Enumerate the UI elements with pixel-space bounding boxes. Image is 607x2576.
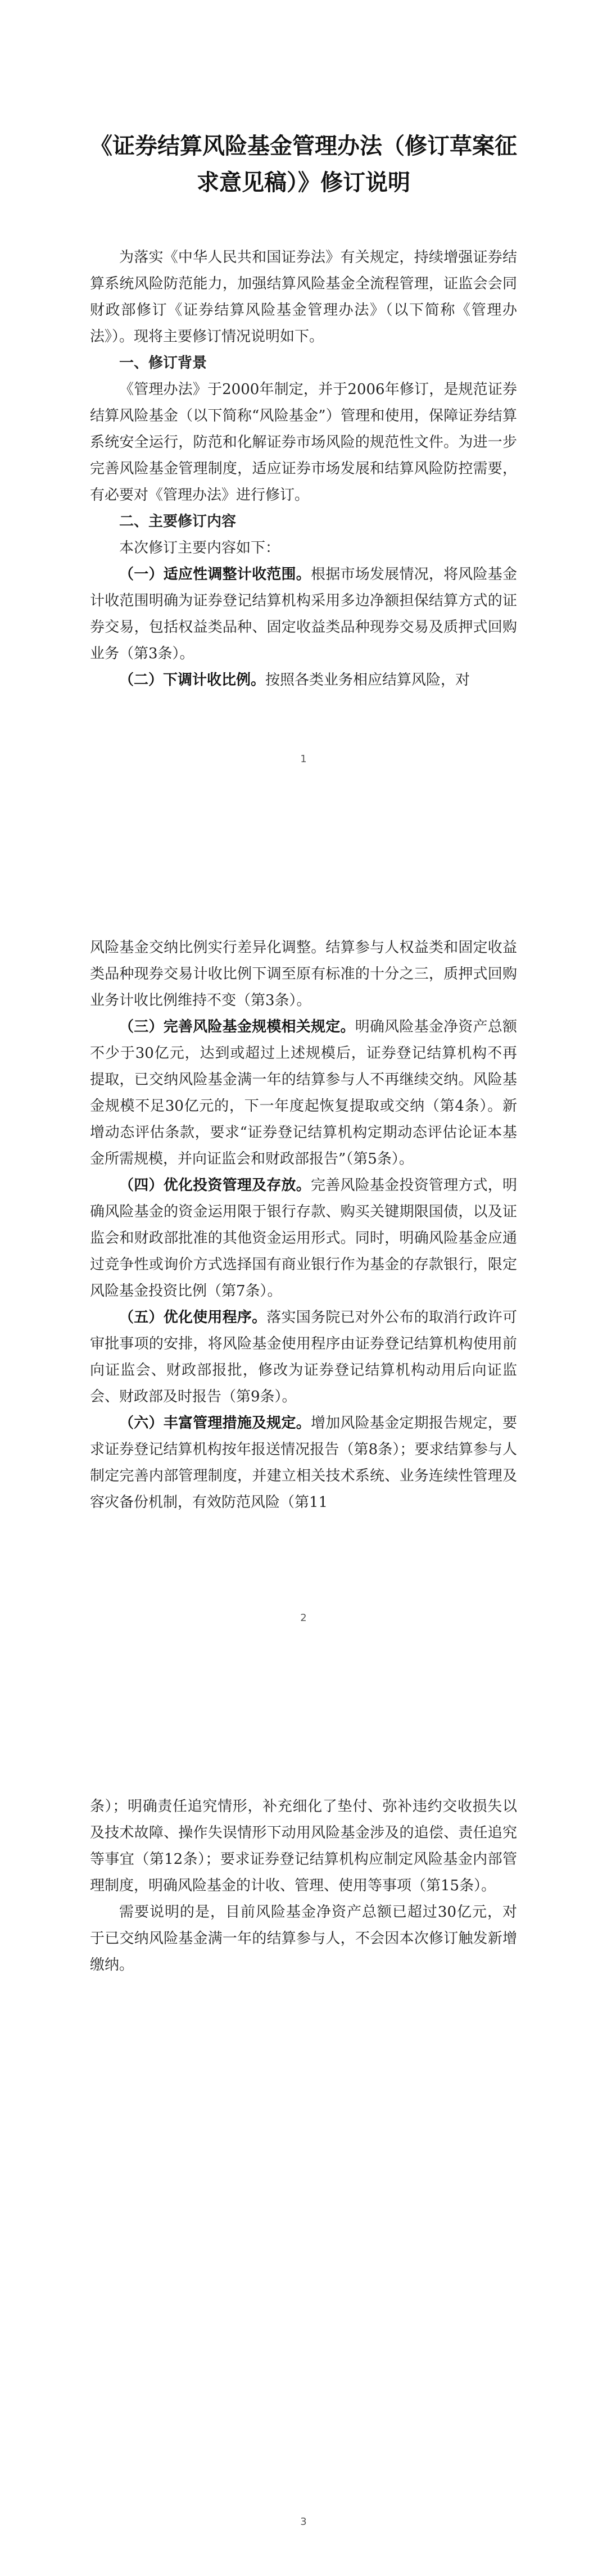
change-item-3-label: （三）完善风险基金规模相关规定。 [119,1018,355,1035]
change-item-1-label: （一）适应性调整计收范围。 [119,566,311,583]
change-item-1-body: 根据市场发展情况，将风险基金计收范围明确为证券登记结算机构采用多边净额担保结算方式的证券交易，包括权益类品种、固定收益类品种现券交易及质押式回购业务（第3条）。 [90,566,517,662]
page-number: 1 [300,753,307,765]
closing-paragraph: 需要说明的是，目前风险基金净资产总额已超过30亿元，对于已交纳风险基金满一年的结算参与人，不会因本次修订触发新增缴纳。 [90,1904,517,1973]
change-item-5-body: 落实国务院已对外公布的取消行政许可审批事项的安排，将风险基金使用程序由证券登记结算机构使用前向证监会、财政部报批，修改为证券登记结算机构动用后向证监会、财政部及时报告（第9条）。 [90,1309,517,1405]
change-item-2-body-part-1: 按照各类业务相应结算风险，对 [265,672,470,689]
document-page-3 [0,1718,607,2576]
background-paragraph: 《管理办法》于2000年制定，并于2006年修订，是规范证券结算风险基金（以下简称“风险基金”）管理和使用，保障证券结算系统安全运行，防范和化解证券市场风险的规范性文件。为进一步完善风险基金管理制度，适应证券市场发展和结算风险防控需要，有必要对《管理办法》进行修订。 [90,381,517,504]
section-heading-main-changes: 二、主要修订内容 [119,513,237,530]
change-item-6-part-2: 条）；明确责任追究情形，补充细化了垫付、弥补违约交收损失以及技术故障、操作失误情形下动用风险基金涉及的追偿、责任追究等事宜（第12条）；要求证券登记结算机构应制定风险基金内部管理制度，明确风险基金的计收、管理、使用等事项（第15条）。 [90,1798,517,1894]
page-2-body [90,935,517,1516]
main-changes-lead: 本次修订主要内容如下： [119,540,280,556]
page-3-body [90,1794,517,1979]
change-item-2-label: （二）下调计收比例。 [119,672,266,689]
intro-paragraph: 为落实《中华人民共和国证券法》有关规定，持续增强证券结算系统风险防范能力，加强结算风险基金全流程管理，证监会会同财政部修订《证券结算风险基金管理办法》（以下简称《管理办法》）。现将主要修订情况说明如下。 [90,249,517,345]
document-title: 《证券结算风险基金管理办法（修订草案征求意见稿）》修订说明 [90,133,517,196]
change-item-4-body: 完善风险基金投资管理方式，明确风险基金的资金运用限于银行存款、购买关键期限国债，以及证监会和财政部批准的其他资金运用形式。同时，明确风险基金应通过竞争性或询价方式选择国有商业银行作为基金的存款银行，限定风险基金投资比例（第7条）。 [90,1177,517,1300]
change-item-3-body: 明确风险基金净资产总额不少于30亿元，达到或超过上述规模后，证券登记结算机构不再提取，已交纳风险基金满一年的结算参与人不再继续交纳。风险基金规模不足30亿元的，下一年度起恢复提取或交纳（第4条）。新增动态评估条款，要求“证券登记结算机构定期动态评估论证本基金所需规模，并向证监会和财政部报告”（第5条）。 [90,1018,517,1167]
change-item-5-label: （五）优化使用程序。 [119,1309,267,1326]
change-item-3 [90,1014,517,1172]
page-number: 2 [300,1612,307,1624]
change-item-6-label: （六）丰富管理措施及规定。 [119,1415,311,1432]
change-item-6-body-part-1: 增加风险基金定期报告规定，要求证券登记结算机构按年报送情况报告（第8条）；要求结算参与人制定完善内部管理制度，并建立相关技术系统、业务连续性管理及容灾备份机制，有效防范风险（第11 [90,1415,517,1511]
change-item-4-label: （四）优化投资管理及存放。 [119,1177,311,1194]
change-item-5 [90,1305,517,1410]
change-item-4 [90,1172,517,1305]
page-1-body [90,245,517,694]
document-page-1 [0,0,607,858]
change-item-2-part-2: 风险基金交纳比例实行差异化调整。结算参与人权益类和固定收益类品种现券交易计收比例下调至原有标准的十分之三，质押式回购业务计收比例维持不变（第3条）。 [90,939,517,1009]
change-item-6-part-1 [90,1410,517,1516]
document-page-2 [0,859,607,1717]
page-number: 3 [300,2516,307,2528]
change-item-2-part-1 [90,667,517,694]
change-item-1 [90,562,517,667]
section-heading-background: 一、修订背景 [119,355,207,372]
